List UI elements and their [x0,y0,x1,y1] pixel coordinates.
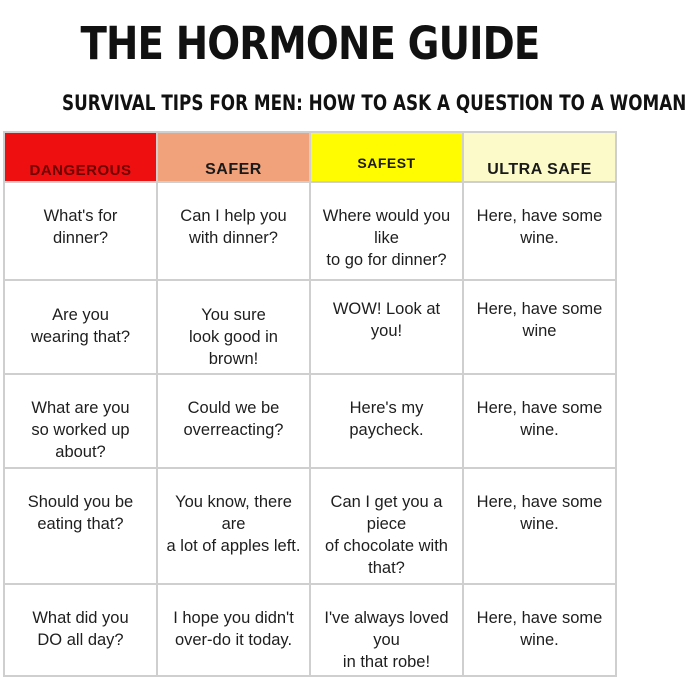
table-cell-ultra-safe [463,468,616,584]
table-header-row [4,132,616,182]
table-cell-safest [310,584,463,676]
cell-text: Here's my paycheck. [349,399,424,439]
table-row [4,468,616,584]
table-cell-safest [310,374,463,468]
cell-text: Can I help you with dinner? [180,207,287,247]
cell-text: Are you wearing that? [30,306,131,346]
table-cell-safest [310,280,463,374]
page-subtitle: SURVIVAL TIPS FOR MEN: HOW TO ASK A QUESTION TO A WOMAN [62,91,686,115]
table-row [4,280,616,374]
page-title: THE HORMONE GUIDE [80,17,540,70]
table-cell-safest [310,468,463,584]
table-row [4,374,616,468]
cell-text: You sure look good in brown! [189,306,278,368]
cell-text: What are you so worked up about? [31,399,130,461]
column-header-dangerous: DANGEROUS [4,132,157,182]
column-header-safest: SAFEST [310,132,463,182]
table-cell-ultra-safe [463,182,616,280]
table-cell-dangerous [4,374,157,468]
table-cell-ultra-safe [463,584,616,676]
cell-text: WOW! Look at you! [332,300,441,340]
table-cell-safer [157,374,310,468]
cell-text: Here, have some wine. [476,609,603,649]
cell-text: What's for dinner? [43,207,118,247]
cell-text: I've always loved you in that robe! [324,609,449,671]
cell-text: Where would you like to go for dinner? [322,207,451,269]
table-cell-dangerous [4,182,157,280]
table-row [4,182,616,280]
cell-text: Here, have some wine. [476,399,603,439]
cell-text: I hope you didn't over-do it today. [173,609,294,649]
hormone-guide-table [3,131,617,677]
cell-text: What did you DO all day? [32,609,129,649]
table-cell-ultra-safe [463,374,616,468]
table-cell-dangerous [4,280,157,374]
table-cell-safest [310,182,463,280]
cell-text: Should you be eating that? [27,493,134,533]
cell-text: Can I get you a piece of chocolate with that? [325,493,448,577]
table-cell-safer [157,182,310,280]
cell-text: Here, have some wine. [476,207,603,247]
table-cell-safer [157,584,310,676]
table-cell-safer [157,280,310,374]
column-header-safer: SAFER [157,132,310,182]
table-cell-dangerous [4,584,157,676]
cell-text: Here, have some wine [476,300,603,340]
table-cell-safer [157,468,310,584]
column-header-ultra-safe: ULTRA SAFE [463,132,616,182]
table-row [4,584,616,676]
cell-text: Here, have some wine. [476,493,603,533]
cell-text: Could we be overreacting? [183,399,284,439]
table-cell-ultra-safe [463,280,616,374]
cell-text: You know, there are a lot of apples left. [166,493,301,555]
table-cell-dangerous [4,468,157,584]
